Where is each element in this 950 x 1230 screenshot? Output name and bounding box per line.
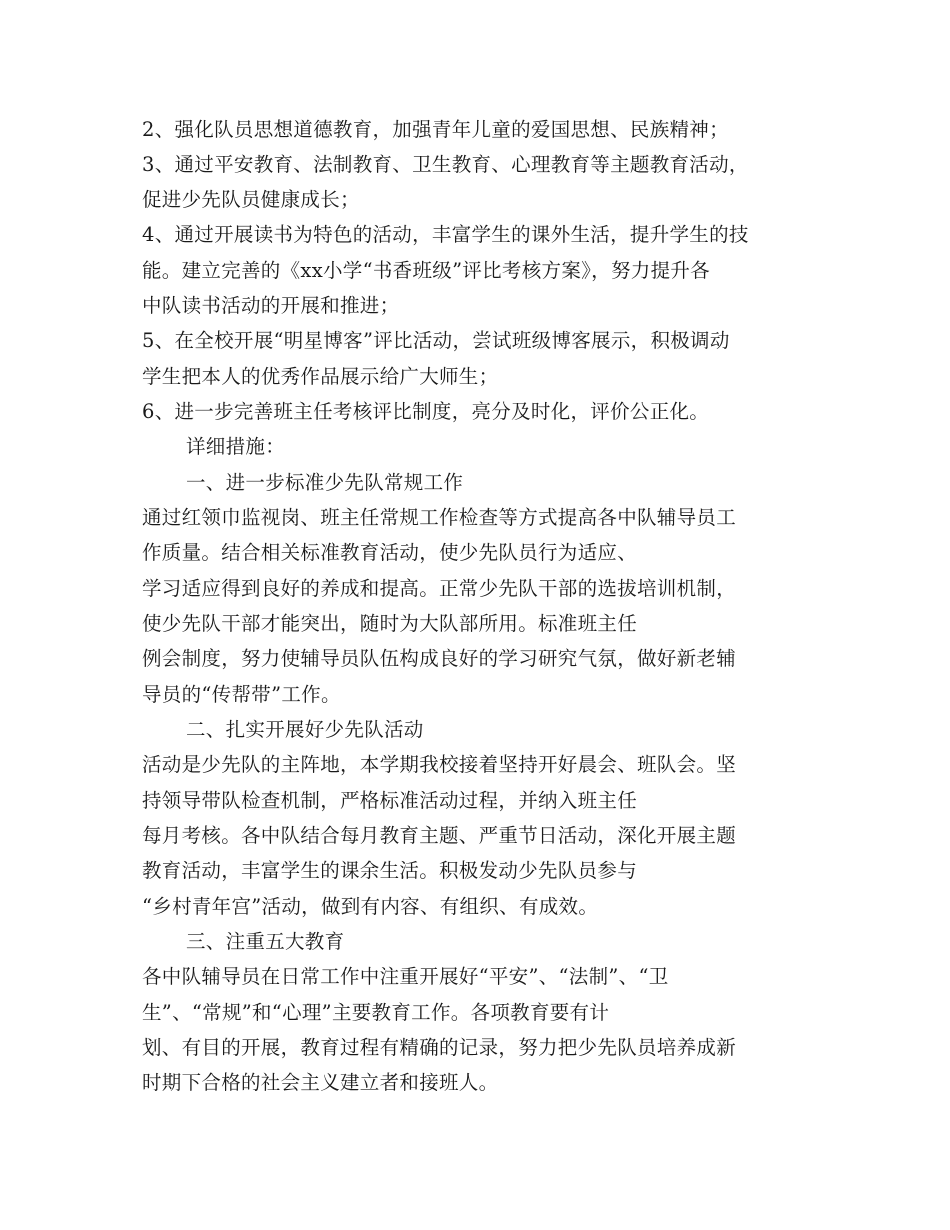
text-line: 中队读书活动的开展和推进； [142, 294, 400, 317]
text-line: 使少先队干部才能突出，随时为大队部所用。标准班主任 [142, 612, 638, 635]
text-line: 作质量。结合相关标准教育活动，使少先队员行为适应、 [142, 541, 638, 564]
text-line: 时期下合格的社会主义建立者和接班人。 [142, 1071, 499, 1094]
text-line: 学习适应得到良好的养成和提高。正常少先队干部的选拔培训机制， [142, 577, 737, 600]
text-line: 导员的“传帮带”工作。 [142, 683, 341, 706]
text-line: 例会制度，努力使辅导员队伍构成良好的学习研究气氛，做好新老辅 [142, 647, 737, 670]
text-line: 教育活动，丰富学生的课余生活。积极发动少先队员参与 [142, 859, 638, 882]
section-heading: 一、进一步标准少先队常规工作 [186, 471, 464, 494]
text-line: 持领导带队检查机制，严格标准活动过程，并纳入班主任 [142, 789, 638, 812]
text-line: “乡村青年宫”活动，做到有内容、有组织、有成效。 [142, 895, 599, 918]
text-line: 生”、“常规”和“心理”主要教育工作。各项教育要有计 [142, 1001, 610, 1024]
text-line: 划、有目的开展，教育过程有精确的记录，努力把少先队员培养成新 [142, 1036, 737, 1059]
text-line: 3、通过平安教育、法制教育、卫生教育、心理教育等主题教育活动， [142, 153, 749, 176]
text-line: 每月考核。各中队结合每月教育主题、严重节日活动，深化开展主题 [142, 824, 737, 847]
text-line: 5、在全校开展“明星博客”评比活动，尝试班级博客展示，积极调动 [142, 329, 730, 352]
text-line: 2、强化队员思想道德教育，加强青年儿童的爱国思想、民族精神； [142, 118, 729, 141]
text-line: 4、通过开展读书为特色的活动，丰富学生的课外生活，提升学生的技 [142, 223, 749, 246]
section-heading: 三、注重五大教育 [186, 930, 345, 953]
text-line: 能。建立完善的《xx小学“书香班级”评比考核方案》，努力提升各 [142, 259, 710, 282]
text-line: 促进少先队员健康成长； [142, 188, 360, 211]
text-line: 活动是少先队的主阵地，本学期我校接着坚持开好晨会、班队会。坚 [142, 753, 737, 776]
text-line: 6、进一步完善班主任考核评比制度，亮分及时化，评价公正化。 [142, 400, 710, 423]
text-line: 通过红领巾监视岗、班主任常规工作检查等方式提高各中队辅导员工 [142, 506, 737, 529]
section-heading: 二、扎实开展好少先队活动 [186, 718, 424, 741]
section-heading: 详细措施： [186, 435, 286, 458]
text-line: 学生把本人的优秀作品展示给广大师生； [142, 365, 499, 388]
text-line: 各中队辅导员在日常工作中注重开展好“平安”、“法制”、“卫 [142, 965, 669, 988]
